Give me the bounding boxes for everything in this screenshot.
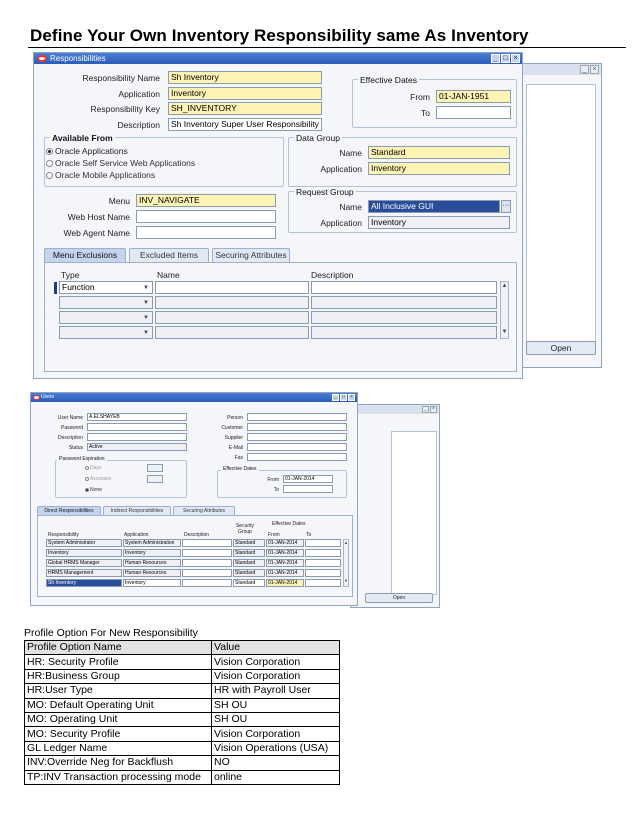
table-row-type[interactable] (59, 326, 153, 339)
profile-option-name: HR:User Type (25, 684, 212, 698)
profile-option-name: TP:INV Transaction processing mode (25, 770, 212, 784)
status-label: Status (68, 445, 83, 451)
row-from[interactable]: 01-JAN-2014 (266, 579, 304, 587)
data-group-name-label: Name (339, 148, 362, 158)
row-description[interactable] (182, 539, 232, 547)
oracle-logo-icon (33, 395, 40, 400)
profile-option-value: SH OU (212, 712, 340, 726)
column-description-header: Description (311, 270, 354, 280)
open-button[interactable]: Open (526, 341, 596, 355)
person-field[interactable] (247, 413, 347, 421)
direct-responsibilities-panel (37, 515, 353, 597)
request-group-name-field[interactable]: All Inclusive GUI (368, 200, 500, 213)
column-type-header: Type (61, 270, 80, 280)
header-profile-option-name: Profile Option Name (25, 641, 212, 655)
maximize-icon[interactable]: □ (501, 54, 510, 63)
table-row (25, 655, 340, 669)
table-row (25, 684, 340, 698)
customer-label: Customer (221, 425, 243, 431)
tab-excluded-items[interactable]: Excluded Items (129, 248, 209, 262)
tab-direct-responsibilities[interactable]: Direct Responsibilities (37, 506, 101, 515)
responsibilities-window (33, 52, 523, 379)
profile-option-name: INV:Override Neg for Backflush (25, 756, 212, 770)
user-name-field[interactable]: A.ELSHAYEB (87, 413, 187, 421)
row-application[interactable]: Inventory (123, 549, 181, 557)
profile-option-value: SH OU (212, 698, 340, 712)
row-responsibility[interactable]: HRMS Management (46, 569, 122, 577)
web-host-name-label: Web Host Name (67, 212, 130, 222)
open-button[interactable]: Open (365, 593, 433, 603)
tab-indirect-responsibilities[interactable]: Indirect Responsibilities (103, 506, 171, 515)
table-row (25, 727, 340, 741)
radio-icon[interactable] (46, 160, 53, 167)
row-to[interactable] (305, 539, 341, 547)
column-security-group-header: Security Group (235, 523, 255, 535)
email-field[interactable] (247, 443, 347, 451)
vertical-scrollbar[interactable] (500, 281, 509, 339)
web-host-name-field[interactable] (136, 210, 276, 223)
users-window (30, 392, 358, 606)
radio-self-service-web[interactable]: Oracle Self Service Web Applications (46, 158, 195, 168)
column-responsibility-header: Responsibility (48, 532, 79, 538)
row-security-group[interactable]: Standard (233, 539, 265, 547)
effective-to-field[interactable] (436, 106, 511, 119)
row-application[interactable]: Human Resources (123, 569, 181, 577)
profile-option-name: GL Ledger Name (25, 741, 212, 755)
table-row-description[interactable] (311, 296, 497, 309)
table-row-name[interactable] (155, 296, 309, 309)
row-to[interactable] (305, 579, 341, 587)
user-description-label: Description (57, 435, 83, 441)
email-label: E-Mail (228, 445, 243, 451)
row-to[interactable] (305, 549, 341, 557)
table-row-name[interactable] (155, 281, 309, 294)
row-security-group[interactable]: Standard (233, 549, 265, 557)
column-to-header: To (306, 532, 312, 538)
application-label: Application (118, 89, 160, 99)
profile-option-value: HR with Payroll User (212, 684, 340, 698)
effective-to-label: To (421, 108, 430, 118)
responsibility-key-field[interactable]: SH_INVENTORY (168, 102, 322, 115)
table-row (25, 770, 340, 784)
table-row-type[interactable] (59, 296, 153, 309)
row-application[interactable]: System Administration (123, 539, 181, 547)
description-field[interactable]: Sh Inventory Super User Responsibility (168, 118, 322, 131)
radio-oracle-applications[interactable]: Oracle Applications (46, 146, 128, 156)
radio-days[interactable]: Days (85, 465, 101, 471)
background-window-titlebar (351, 405, 439, 414)
table-row-type[interactable] (59, 311, 153, 324)
chevron-down-icon[interactable]: ▼ (143, 300, 149, 306)
table-row-type[interactable]: Function (59, 281, 153, 294)
radio-icon[interactable] (85, 477, 89, 481)
window-title: Users (41, 394, 55, 400)
scroll-up-icon[interactable]: ▲ (344, 540, 348, 545)
request-group-application-field[interactable]: Inventory (368, 216, 510, 229)
profile-options-table (24, 640, 340, 785)
current-record-indicator (54, 282, 57, 294)
row-responsibility[interactable]: Sh Inventory (46, 579, 122, 587)
menu-field[interactable]: INV_NAVIGATE (136, 194, 276, 207)
menu-label: Menu (108, 196, 130, 206)
oracle-logo-icon (37, 55, 47, 62)
background-window-panel (526, 84, 596, 346)
row-responsibility[interactable]: Global HRMS Manager (46, 559, 122, 567)
column-application-header: Application (124, 532, 149, 538)
profile-option-value: NO (212, 756, 340, 770)
column-description-header: Description (184, 532, 210, 538)
chevron-down-icon[interactable]: ▼ (143, 285, 149, 291)
radio-accesses[interactable]: Accesses (85, 476, 111, 482)
user-from-field[interactable]: 01-JAN-2014 (283, 475, 333, 483)
application-field[interactable]: Inventory (168, 87, 322, 100)
user-to-label: To (273, 487, 279, 493)
password-label: Password (61, 425, 83, 431)
row-responsibility[interactable]: System Administrator (46, 539, 122, 547)
close-icon[interactable]: × (590, 65, 599, 74)
responsibilities-titlebar (34, 53, 522, 64)
vertical-scrollbar[interactable] (343, 539, 349, 587)
tab-menu-exclusions[interactable]: Menu Exclusions (44, 248, 126, 262)
web-agent-name-label: Web Agent Name (63, 228, 130, 238)
data-group-application-label: Application (320, 164, 362, 174)
scroll-up-icon[interactable]: ▲ (501, 283, 508, 289)
user-to-field[interactable] (283, 485, 333, 493)
radio-none[interactable]: None (85, 487, 102, 493)
column-from-header: From (268, 532, 280, 538)
supplier-field[interactable] (247, 433, 347, 441)
title-rule (28, 47, 626, 48)
profile-option-value: Vision Operations (USA) (212, 741, 340, 755)
accesses-field[interactable] (147, 475, 163, 483)
profile-option-value: Vision Corporation (212, 727, 340, 741)
responsibility-key-label: Responsibility Key (90, 104, 160, 114)
radio-icon[interactable] (46, 172, 53, 179)
table-row (25, 669, 340, 683)
minimize-icon[interactable]: _ (422, 406, 429, 413)
table-row (25, 712, 340, 726)
row-description[interactable] (182, 569, 232, 577)
user-effective-dates-title: Effective Dates (223, 466, 257, 472)
profile-option-value: Vision Corporation (212, 655, 340, 669)
header-value: Value (212, 641, 340, 655)
effective-from-field[interactable]: 01-JAN-1951 (436, 90, 511, 103)
request-group-title: Request Group (296, 187, 354, 197)
responsibility-name-label: Responsibility Name (82, 73, 160, 83)
row-security-group[interactable]: Standard (233, 559, 265, 567)
row-from[interactable]: 01-JAN-2014 (266, 539, 304, 547)
profile-option-name: HR:Business Group (25, 669, 212, 683)
available-from-title: Available From (52, 133, 113, 143)
radio-icon[interactable] (85, 466, 89, 470)
supplier-label: Supplier (224, 435, 243, 441)
description-label: Description (117, 120, 160, 130)
request-group-name-label: Name (339, 202, 362, 212)
row-responsibility[interactable]: Inventory (46, 549, 122, 557)
profile-option-value: online (212, 770, 340, 784)
password-expiration-group (55, 460, 187, 498)
users-background-window (350, 404, 440, 608)
fax-label: Fax (234, 455, 243, 461)
row-security-group[interactable]: Standard (233, 579, 265, 587)
row-application[interactable]: Inventory (123, 579, 181, 587)
web-agent-name-field[interactable] (136, 226, 276, 239)
profile-option-name: HR: Security Profile (25, 655, 212, 669)
effective-from-label: From (410, 92, 430, 102)
table-row-name[interactable] (155, 311, 309, 324)
profile-option-name: MO: Operating Unit (25, 712, 212, 726)
request-group-application-label: Application (320, 218, 362, 228)
minimize-icon[interactable]: _ (332, 394, 339, 401)
table-row-description[interactable] (311, 281, 497, 294)
radio-selected-icon[interactable] (46, 148, 53, 155)
row-description[interactable] (182, 549, 232, 557)
user-name-label: User Name (57, 415, 83, 421)
chevron-down-icon[interactable]: ▼ (143, 315, 149, 321)
password-expiration-title: Password Expiration (59, 456, 105, 462)
table-row-description[interactable] (311, 311, 497, 324)
users-titlebar (31, 393, 357, 402)
radio-selected-icon[interactable] (85, 488, 89, 492)
table-row-name[interactable] (155, 326, 309, 339)
password-field[interactable] (87, 423, 187, 431)
row-from[interactable]: 01-JAN-2014 (266, 569, 304, 577)
close-icon[interactable]: × (511, 54, 520, 63)
effective-dates-group (352, 79, 517, 128)
person-label: Person (227, 415, 243, 421)
profile-option-value: Vision Corporation (212, 669, 340, 683)
radio-mobile-applications[interactable]: Oracle Mobile Applications (46, 170, 155, 180)
close-icon[interactable]: × (430, 406, 437, 413)
tab-securing-attributes[interactable]: Securing Attributes (173, 506, 235, 515)
scroll-down-icon[interactable]: ▼ (344, 578, 348, 583)
row-to[interactable] (305, 569, 341, 577)
status-field[interactable]: Active (87, 443, 187, 451)
table-row (25, 741, 340, 755)
close-icon[interactable]: × (348, 394, 355, 401)
responsibility-name-field[interactable]: Sh Inventory (168, 71, 322, 84)
scroll-down-icon[interactable]: ▼ (501, 329, 508, 335)
user-description-field[interactable] (87, 433, 187, 441)
profile-table-caption: Profile Option For New Responsibility (24, 627, 198, 639)
days-field[interactable] (147, 464, 163, 472)
row-to[interactable] (305, 559, 341, 567)
window-title: Responsibilities (50, 54, 106, 63)
row-description[interactable] (182, 579, 232, 587)
table-row (25, 756, 340, 770)
row-security-group[interactable]: Standard (233, 569, 265, 577)
data-group-title: Data Group (296, 133, 340, 143)
customer-field[interactable] (247, 423, 347, 431)
table-header-row (25, 641, 340, 655)
column-effective-dates-header: Effective Dates (272, 521, 306, 527)
table-row (25, 698, 340, 712)
maximize-icon[interactable]: □ (341, 394, 346, 400)
profile-option-name: MO: Default Operating Unit (25, 698, 212, 712)
row-description[interactable] (182, 559, 232, 567)
row-from[interactable]: 01-JAN-2014 (266, 559, 304, 567)
document-title: Define Your Own Inventory Responsibility same As Inventory (30, 26, 529, 45)
table-row-description[interactable] (311, 326, 497, 339)
row-from[interactable]: 01-JAN-2014 (266, 549, 304, 557)
minimize-icon[interactable]: _ (580, 65, 589, 74)
column-name-header: Name (157, 270, 180, 280)
user-from-label: From (267, 477, 279, 483)
background-window-panel (391, 431, 437, 595)
profile-option-name: MO: Security Profile (25, 727, 212, 741)
effective-dates-title: Effective Dates (360, 75, 418, 85)
menu-exclusions-panel (44, 262, 517, 372)
fax-field[interactable] (247, 453, 347, 461)
chevron-down-icon[interactable]: ▼ (143, 330, 149, 336)
data-group-name-field[interactable]: Standard (368, 146, 510, 159)
tab-securing-attributes[interactable]: Securing Attributes (212, 248, 290, 262)
data-group-application-field[interactable]: Inventory (368, 162, 510, 175)
list-of-values-icon[interactable]: ··· (501, 200, 511, 213)
row-application[interactable]: Human Resources (123, 559, 181, 567)
minimize-icon[interactable]: _ (491, 54, 500, 63)
